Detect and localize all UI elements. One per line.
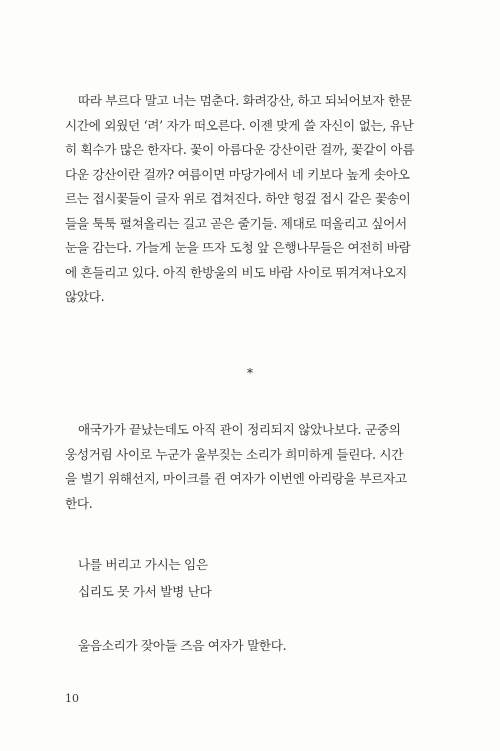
paragraph-3 xyxy=(65,634,433,659)
text-line: 히 획수가 많은 한자다. 꽃이 아름다운 강산이란 걸까, 꽃같이 아름 xyxy=(65,142,415,157)
paragraph-1 xyxy=(65,89,433,310)
text-line: 르는 접시꽃들이 글자 위로 겹쳐진다. 하얀 헝겊 접시 같은 꽃송이 xyxy=(65,191,411,206)
verse-line: 십리도 못 가서 발병 난다 xyxy=(78,584,212,599)
page-number: 10 xyxy=(65,692,79,705)
paragraph-2 xyxy=(65,418,433,516)
section-separator: * xyxy=(247,366,253,380)
text-line: 눈을 감는다. 가늘게 눈을 뜨자 도청 앞 은행나무들은 여전히 바람 xyxy=(65,240,411,255)
verse-line: 나를 버리고 가시는 임은 xyxy=(78,557,208,572)
text-line: 한다. xyxy=(65,495,93,511)
text-line: 웅성거림 사이로 누군가 울부짖는 소리가 희미하게 들린다. 시간 xyxy=(65,446,404,462)
text-line: 않았다. xyxy=(65,289,105,304)
text-line: 에 흔들리고 있다. 아직 한방울의 비도 바람 사이로 뛰겨져나오지 xyxy=(65,264,407,280)
text-line: 을 벌기 위해선지, 마이크를 쥔 여자가 이번엔 아리랑을 부르자고 xyxy=(65,471,407,486)
text-line: 따라 부르다 말고 너는 멈춘다. 화려강산, 하고 되뇌어보자 한문 xyxy=(78,93,412,108)
text-line: 애국가가 끝났는데도 아직 관이 정리되지 않았나보다. 군중의 xyxy=(78,422,401,437)
text-line: 다운 강산이란 걸까? 여름이면 마당가에서 네 키보다 높게 솟아오 xyxy=(65,166,410,182)
text-line: 울음소리가 잦아들 즈음 여자가 말한다. xyxy=(78,638,287,653)
song-verse xyxy=(78,551,211,605)
text-line: 들을 툭툭 펼쳐올리는 길고 곧은 줄기들. 제대로 떠올리고 싶어서 xyxy=(65,215,407,231)
text-line: 시간에 외웠던 ‘려’ 자가 떠오른다. 이젠 맞게 쓸 자신이 없는, 유난 xyxy=(65,117,414,133)
